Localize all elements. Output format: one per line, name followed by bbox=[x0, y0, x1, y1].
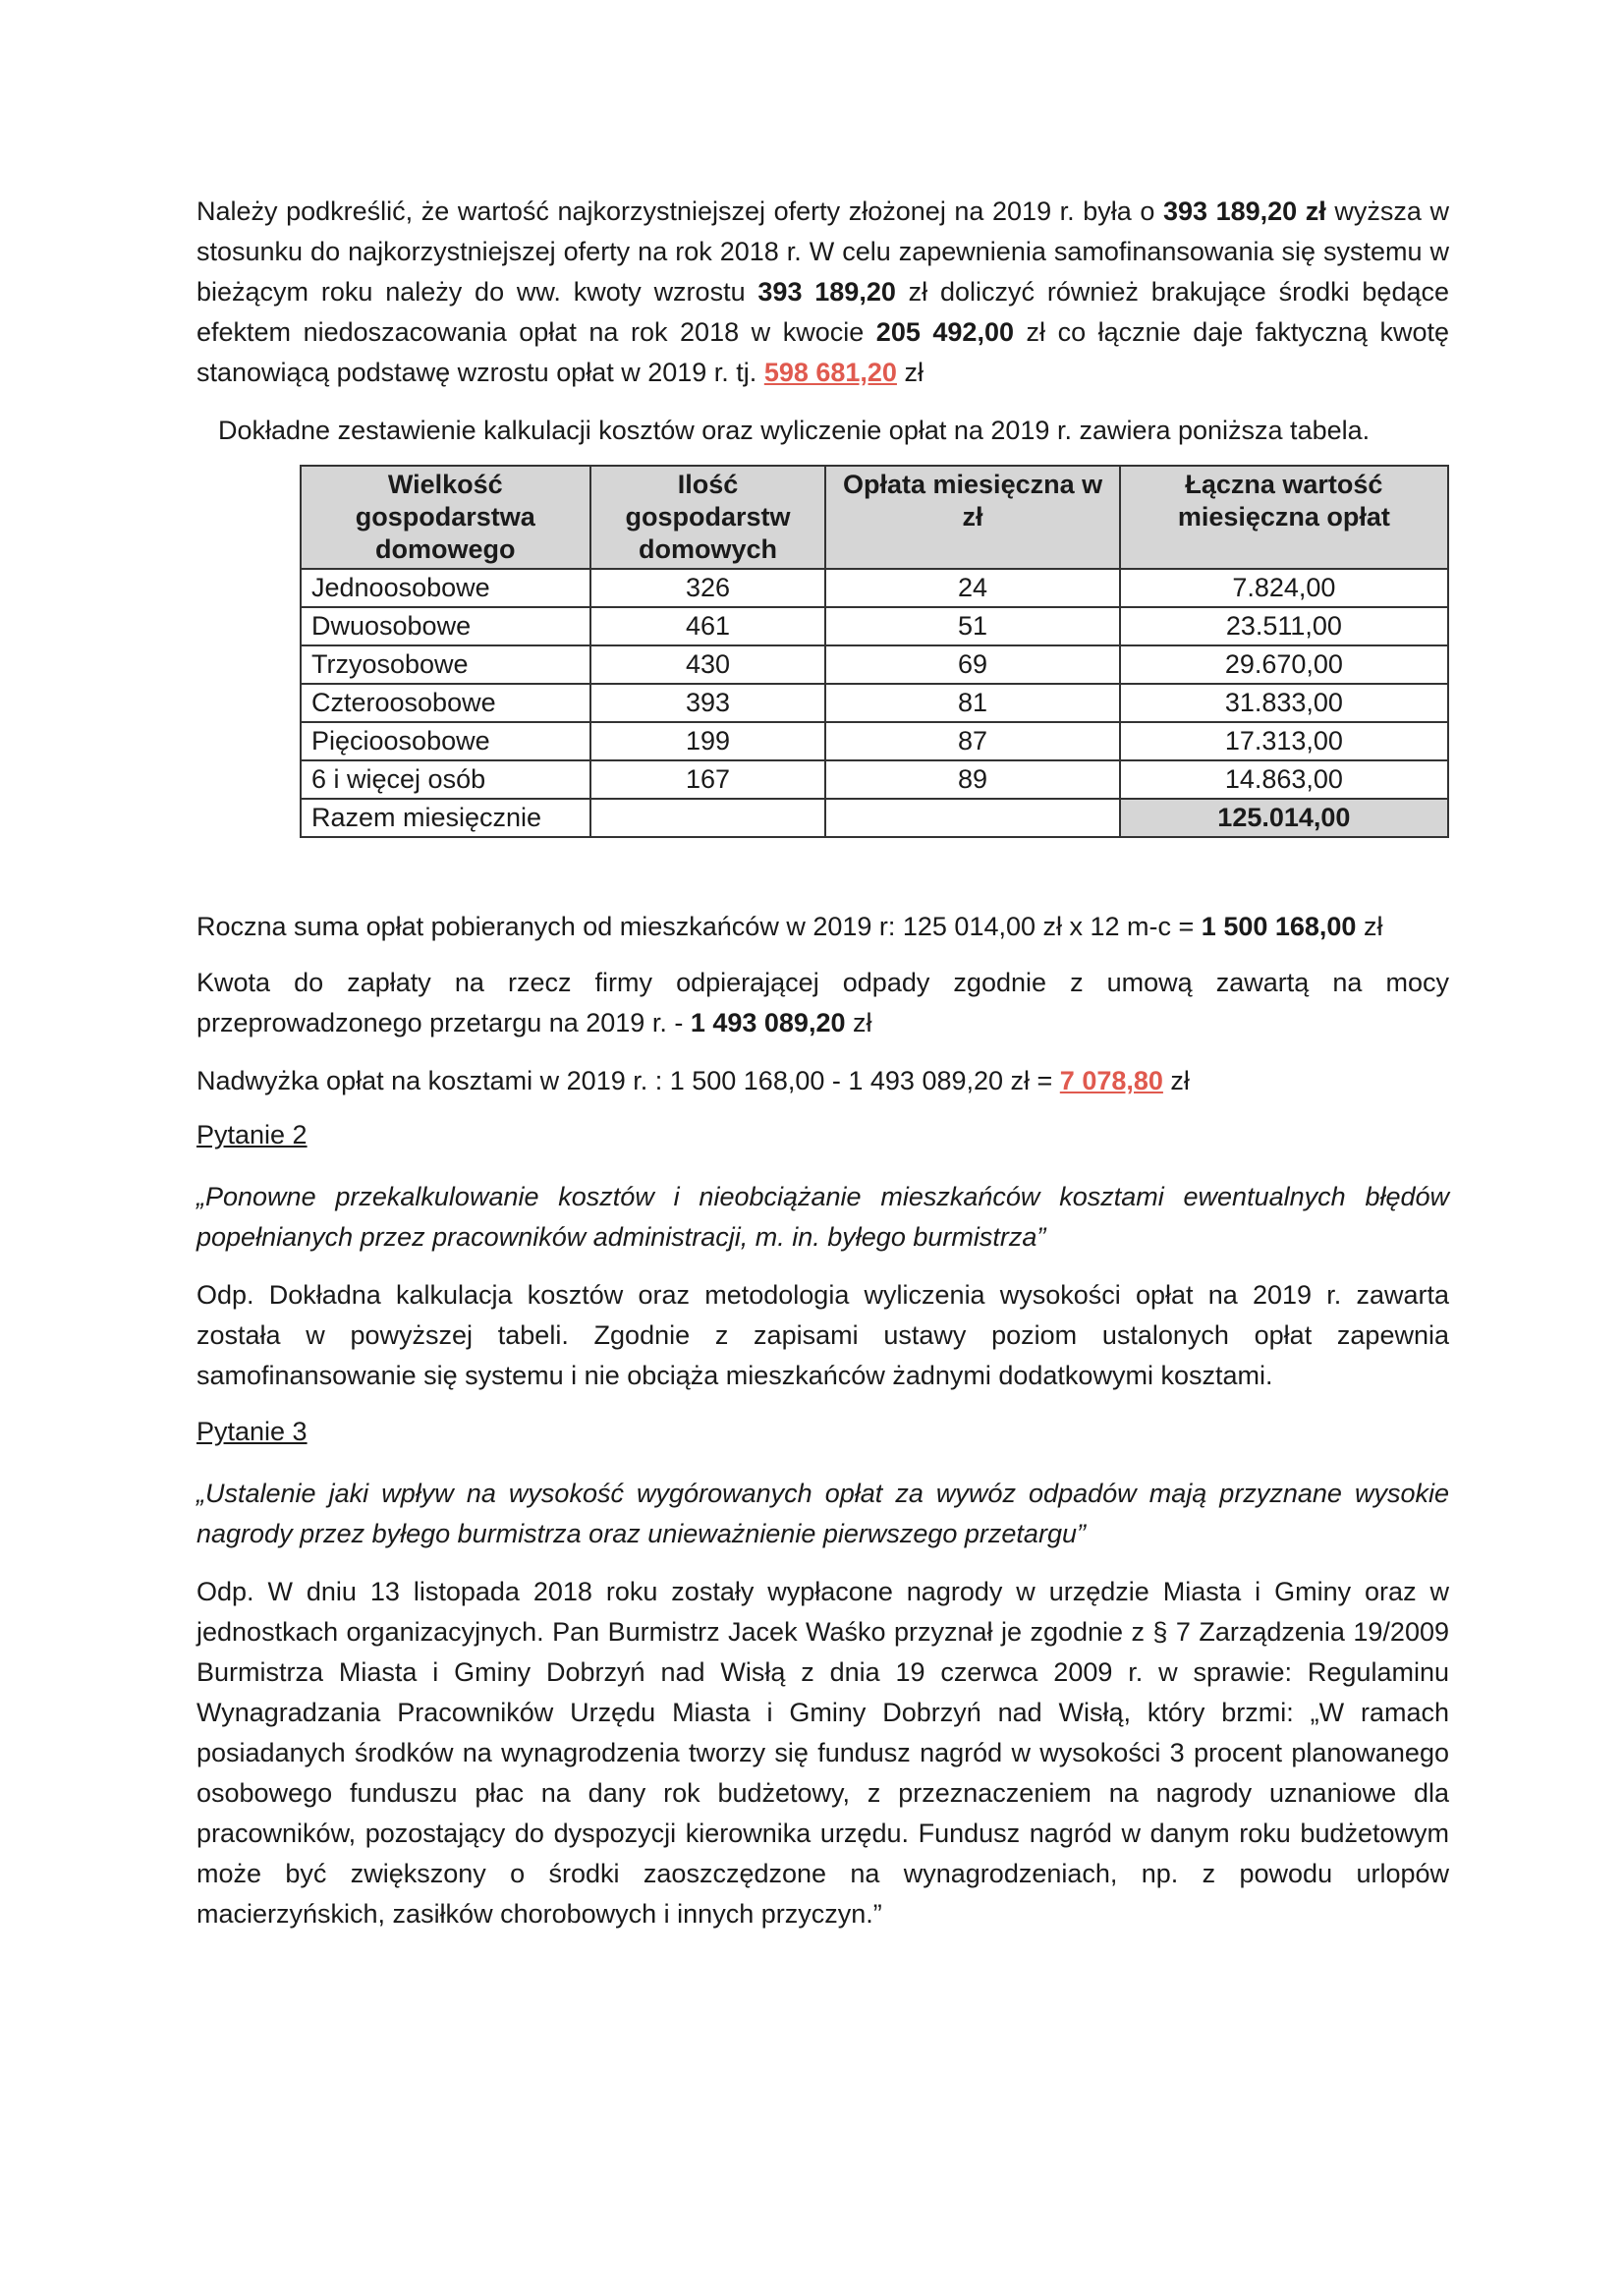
cell-monthly-fee: 81 bbox=[825, 684, 1119, 722]
fees-table bbox=[300, 465, 1449, 838]
header-household-size: Wielkość gospodarstwa domowego bbox=[301, 466, 590, 569]
table-row bbox=[301, 760, 1448, 799]
cell-household-count: 393 bbox=[590, 684, 826, 722]
text: zł bbox=[1162, 1066, 1190, 1095]
heading-question-3: Pytanie 3 bbox=[196, 1417, 308, 1446]
table-row bbox=[301, 607, 1448, 645]
cell-total-monthly: 17.313,00 bbox=[1120, 722, 1448, 760]
amount-surplus: 7 078,80 bbox=[1059, 1066, 1163, 1095]
text: zł co łącznie daje faktyczną kwotę stanowiącą podstawę wzrostu opłat w 2019 r. tj. bbox=[196, 317, 1449, 387]
document-body bbox=[196, 192, 1449, 1934]
cell-household-count: 326 bbox=[590, 569, 826, 607]
sum-label: Razem miesięcznie bbox=[301, 799, 590, 837]
answer-question-2: Odp. Dokładna kalkulacja kosztów oraz metodologia wyliczenia wysokości opłat na 2019 r. zawarta została w powyższej tabeli. Zgodnie z zapisami ustawy poziom ustalonych opłat zapewnia samofinansowanie się systemu i nie obciąża mieszkańców żadnymi dodatkowymi kosztami. bbox=[196, 1280, 1449, 1390]
cell-household-size: Jednoosobowe bbox=[301, 569, 590, 607]
heading-question-2: Pytanie 2 bbox=[196, 1120, 308, 1149]
cell-total-monthly: 14.863,00 bbox=[1120, 760, 1448, 799]
text: zł bbox=[845, 1008, 872, 1037]
cell-monthly-fee: 87 bbox=[825, 722, 1119, 760]
amount-annual: 1 500 168,00 bbox=[1201, 912, 1357, 941]
sum-value: 125.014,00 bbox=[1120, 799, 1448, 837]
cell-household-size: 6 i więcej osób bbox=[301, 760, 590, 799]
cell-total-monthly: 29.670,00 bbox=[1120, 645, 1448, 684]
cell-monthly-fee: 24 bbox=[825, 569, 1119, 607]
table-row bbox=[301, 722, 1448, 760]
table-sum-row bbox=[301, 799, 1448, 837]
cell-household-size: Czteroosobowe bbox=[301, 684, 590, 722]
cell-monthly-fee: 51 bbox=[825, 607, 1119, 645]
cell-monthly-fee: 69 bbox=[825, 645, 1119, 684]
cell-total-monthly: 7.824,00 bbox=[1120, 569, 1448, 607]
header-household-count: Ilość gospodarstw domowych bbox=[590, 466, 826, 569]
paragraph-contract-amount bbox=[196, 963, 1449, 1043]
header-monthly-fee: Opłata miesięczna w zł bbox=[825, 466, 1119, 569]
cell-monthly-fee: 89 bbox=[825, 760, 1119, 799]
paragraph-offer-difference bbox=[196, 192, 1449, 393]
quote-question-2: „Ponowne przekalkulowanie kosztów i nieobciążanie mieszkańców kosztami ewentualnych błędów popełnianych przez pracowników administracji, m. in. byłego burmistrza” bbox=[196, 1182, 1449, 1252]
paragraph-annual-sum bbox=[196, 907, 1449, 947]
cell-total-monthly: 31.833,00 bbox=[1120, 684, 1448, 722]
amount-total-base: 598 681,20 bbox=[763, 358, 897, 387]
text: Należy podkreślić, że wartość najkorzystniejszej oferty złożonej na 2019 r. była o bbox=[196, 196, 1163, 226]
answer-question-3: Odp. W dniu 13 listopada 2018 roku zostały wypłacone nagrody w urzędzie Miasta i Gminy oraz w jednostkach organizacyjnych. Pan Burmistrz Jacek Waśko przyznał je zgodnie z § 7 Zarządzenia 19/2009 Burmistrza Miasta i Gminy Dobrzyń nad Wisłą z dnia 19 czerwca 2009 r. w sprawie: Regulaminu Wynagradzania Pracowników Urzędu Miasta i Gminy Dobrzyń nad Wisłą, który brzmi: „W ramach posiadanych środków na wynagrodzenia tworzy się fundusz nagród w wysokości 3 procent planowanego osobowego funduszu płac na dany rok budżetowy, z przeznaczeniem na nagrody uznaniowe dla pracowników, pozostający do dyspozycji kierownika urzędu. Fundusz nagród w danym roku budżetowym może być zwiększony o środki zaoszczędzone na wynagrodzeniach, np. z powodu urlopów macierzyńskich, zasiłków chorobowych i innych przyczyn.” bbox=[196, 1577, 1449, 1929]
cell-household-count: 167 bbox=[590, 760, 826, 799]
text: zł doliczyć również brakujące środki będące efektem niedoszacowania opłat na rok 2018 w kwocie bbox=[196, 277, 1449, 347]
header-total-monthly: Łączna wartość miesięczna opłat bbox=[1120, 466, 1448, 569]
cell-household-size: Trzyosobowe bbox=[301, 645, 590, 684]
table-row bbox=[301, 684, 1448, 722]
paragraph-table-intro: Dokładne zestawienie kalkulacji kosztów oraz wyliczenie opłat na 2019 r. zawiera poniższa tabela. bbox=[218, 416, 1371, 445]
cell-household-count: 430 bbox=[590, 645, 826, 684]
cell-household-count: 199 bbox=[590, 722, 826, 760]
quote-question-3: „Ustalenie jaki wpływ na wysokość wygórowanych opłat za wywóz odpadów mają przyznane wysokie nagrody przez byłego burmistrza oraz unieważnienie pierwszego przetargu” bbox=[196, 1479, 1449, 1548]
text: zł bbox=[896, 358, 924, 387]
sum-empty-cell bbox=[825, 799, 1119, 837]
amount-increase-repeat: 393 189,20 bbox=[757, 277, 896, 307]
amount-increase: 393 189,20 zł bbox=[1162, 196, 1326, 226]
table-row bbox=[301, 645, 1448, 684]
sum-empty-cell bbox=[590, 799, 826, 837]
text: zł bbox=[1356, 912, 1383, 941]
text: Nadwyżka opłat na kosztami w 2019 r. : 1 500 168,00 - 1 493 089,20 zł = bbox=[196, 1066, 1060, 1095]
table-row bbox=[301, 569, 1448, 607]
table-header-row bbox=[301, 466, 1448, 569]
text: Roczna suma opłat pobieranych od mieszkańców w 2019 r: 125 014,00 zł x 12 m-c = bbox=[196, 912, 1202, 941]
text: wyższa w stosunku do najkorzystniejszej oferty na rok 2018 r. W celu zapewnienia samofinansowania się systemu w bieżącym roku należy do ww. kwoty wzrostu bbox=[196, 196, 1449, 307]
amount-underestimate: 205 492,00 bbox=[875, 317, 1014, 347]
cell-household-count: 461 bbox=[590, 607, 826, 645]
amount-contract: 1 493 089,20 bbox=[690, 1008, 846, 1037]
cell-total-monthly: 23.511,00 bbox=[1120, 607, 1448, 645]
text: Kwota do zapłaty na rzecz firmy odpierającej odpady zgodnie z umową zawartą na mocy przeprowadzonego przetargu na 2019 r. - bbox=[196, 968, 1449, 1037]
paragraph-surplus bbox=[196, 1061, 1449, 1101]
cell-household-size: Pięcioosobowe bbox=[301, 722, 590, 760]
cell-household-size: Dwuosobowe bbox=[301, 607, 590, 645]
